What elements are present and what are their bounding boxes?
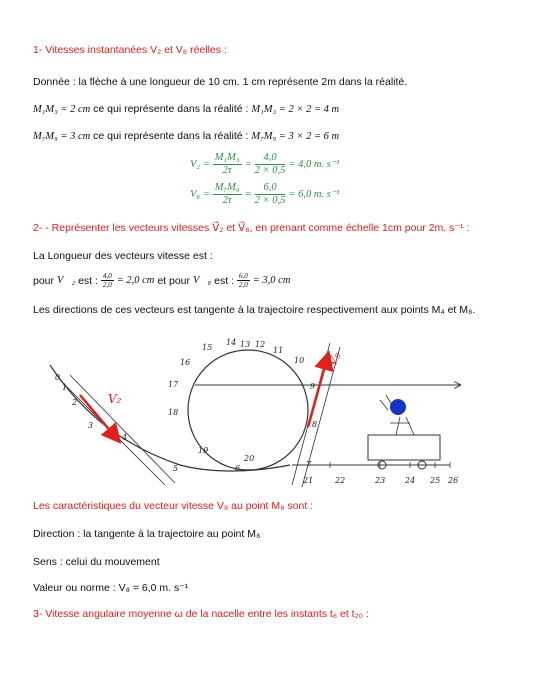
point-label-22: 22 (335, 476, 346, 485)
point-label-14: 14 (226, 338, 237, 347)
point-label-12: 12 (255, 340, 266, 349)
section3-title: 3- Vitesse angulaire moyenne ω de la nacelle entre les instants t₆ et t₂₀ : (33, 608, 369, 620)
v2-length-frac: $\frac{4,0}{2,0}$ (102, 272, 112, 289)
m1m3-expr: M₁M₃ = 2 cm (33, 104, 91, 115)
trajectory-figure (30, 325, 480, 490)
point-label-11: 11 (273, 346, 284, 355)
point-label-25: 25 (430, 476, 441, 485)
point-label-5: 5 (173, 464, 179, 473)
point-label-9: 9 (310, 382, 316, 391)
m7m9-line (33, 130, 339, 142)
lengths-line (33, 272, 290, 289)
v2-frac1: $\frac{\text{M₁M₃}}{2\tau}$ (214, 151, 240, 176)
pour-label: pour (33, 274, 55, 287)
m7m9-expr: M₇M₉ = 3 cm (33, 131, 91, 142)
m1m3-text: ce qui représente dans la réalité : (93, 103, 249, 115)
point-label-7: 7 (306, 460, 312, 469)
blue-ball (390, 399, 406, 415)
point-label-0: 0 (55, 373, 61, 382)
point-label-23: 23 (375, 476, 386, 485)
v2-lhs: V₂ = (190, 158, 210, 170)
v2-equation: V₂ = $\frac{\text{M₁M₃}}{2\tau}$ = $\frac{4,0}{2 \times 0,5}$ = 4,0 m. s⁻¹ (190, 151, 340, 176)
v8-frac2: $\frac{6,0}{2 \times 0,5}$ (254, 181, 286, 206)
cart-body (368, 435, 440, 460)
v8-equation: V₈ = $\frac{\text{M₇M₉}}{2\tau}$ = $\frac{6,0}{2 \times 0,5}$ = 6,0 m. s⁻¹ (190, 181, 340, 206)
v8-length-frac: $\frac{6,0}{2,0}$ (238, 272, 248, 289)
donnee-line (33, 76, 407, 88)
point-label-19: 19 (198, 446, 209, 455)
v2-result: = 4,0 m. s⁻¹ (288, 159, 340, 170)
valeur-text: Valeur ou norme : V₈ = 6,0 m. s⁻¹ (33, 582, 189, 594)
point-label-13: 13 (240, 340, 251, 349)
v8-vector-label: V₈ (325, 350, 344, 369)
point-label-2: 2 (72, 398, 78, 407)
directions-text: Les directions de ces vecteurs est tangente à la trajectoire respectivement aux points M₄ et M₈. (33, 304, 476, 316)
donnee-label: Donnée : (33, 76, 76, 88)
point-label-8: 8 (312, 420, 318, 429)
v8-frac1: $\frac{\text{M₇M₉}}{2\tau}$ (214, 181, 240, 206)
v2-vector-symbol: V⃗₂ (56, 275, 76, 286)
point-label-24: 24 (405, 476, 416, 485)
m1m3-line (33, 103, 339, 115)
point-label-26: 26 (448, 476, 459, 485)
point-label-17: 17 (168, 380, 179, 389)
est-label-2: est : (214, 274, 234, 287)
m7m9-result: M₇M₉ = 3 × 2 = 6 m (251, 131, 340, 142)
point-label-15: 15 (202, 343, 213, 352)
v2-frac2: $\frac{4,0}{2 \times 0,5}$ (254, 151, 286, 176)
point-label-3: 3 (88, 421, 94, 430)
direction-text: Direction : la tangente à la trajectoire au point M₈ (33, 528, 261, 540)
caracteristiques-title: Les caractéristiques du vecteur vitesse V₈ au point M₈ sont : (33, 500, 314, 512)
v8-result: = 6,0 m. s⁻¹ (288, 189, 340, 200)
est-label-1: est : (78, 274, 98, 287)
section2-title: 2- - Représenter les vecteurs vitesses V⃗₂ et V⃗₈, en prenant comme échelle 1cm pour 2m. s⁻¹ : (33, 222, 470, 234)
point-label-4: 4 (122, 433, 128, 442)
et-pour-label: et pour (157, 274, 191, 287)
point-label-16: 16 (180, 358, 191, 367)
donnee-text: la flèche à une longueur de 10 cm. 1 cm représente 2m dans la réalité. (78, 76, 408, 88)
point-label-10: 10 (294, 356, 305, 365)
sens-text: Sens : celui du mouvement (33, 556, 160, 568)
m7m9-text: ce qui représente dans la réalité : (93, 130, 249, 142)
v8-vector-arrow (308, 355, 328, 427)
v8-lhs: V₈ = (190, 188, 210, 200)
point-label-20: 20 (244, 454, 255, 463)
longueur-label: La Longueur des vecteurs vitesse est : (33, 250, 213, 262)
point-label-1: 1 (62, 383, 68, 392)
m1m3-result: M₁M₃ = 2 × 2 = 4 m (251, 104, 340, 115)
velocity-equations (190, 149, 339, 209)
point-label-6: 6 (235, 464, 241, 473)
v2-vector-label: V₂ (108, 392, 122, 406)
v8-vector-symbol: V⃗₈ (192, 275, 212, 286)
v2-length: = 2,0 cm (116, 275, 155, 286)
point-label-18: 18 (168, 408, 179, 417)
v8-length: = 3,0 cm (252, 275, 291, 286)
point-label-21: 21 (303, 476, 314, 485)
tangent-line-2 (70, 375, 175, 483)
section1-title: 1- Vitesses instantanées V₂ et V₈ réelles : (33, 44, 227, 56)
